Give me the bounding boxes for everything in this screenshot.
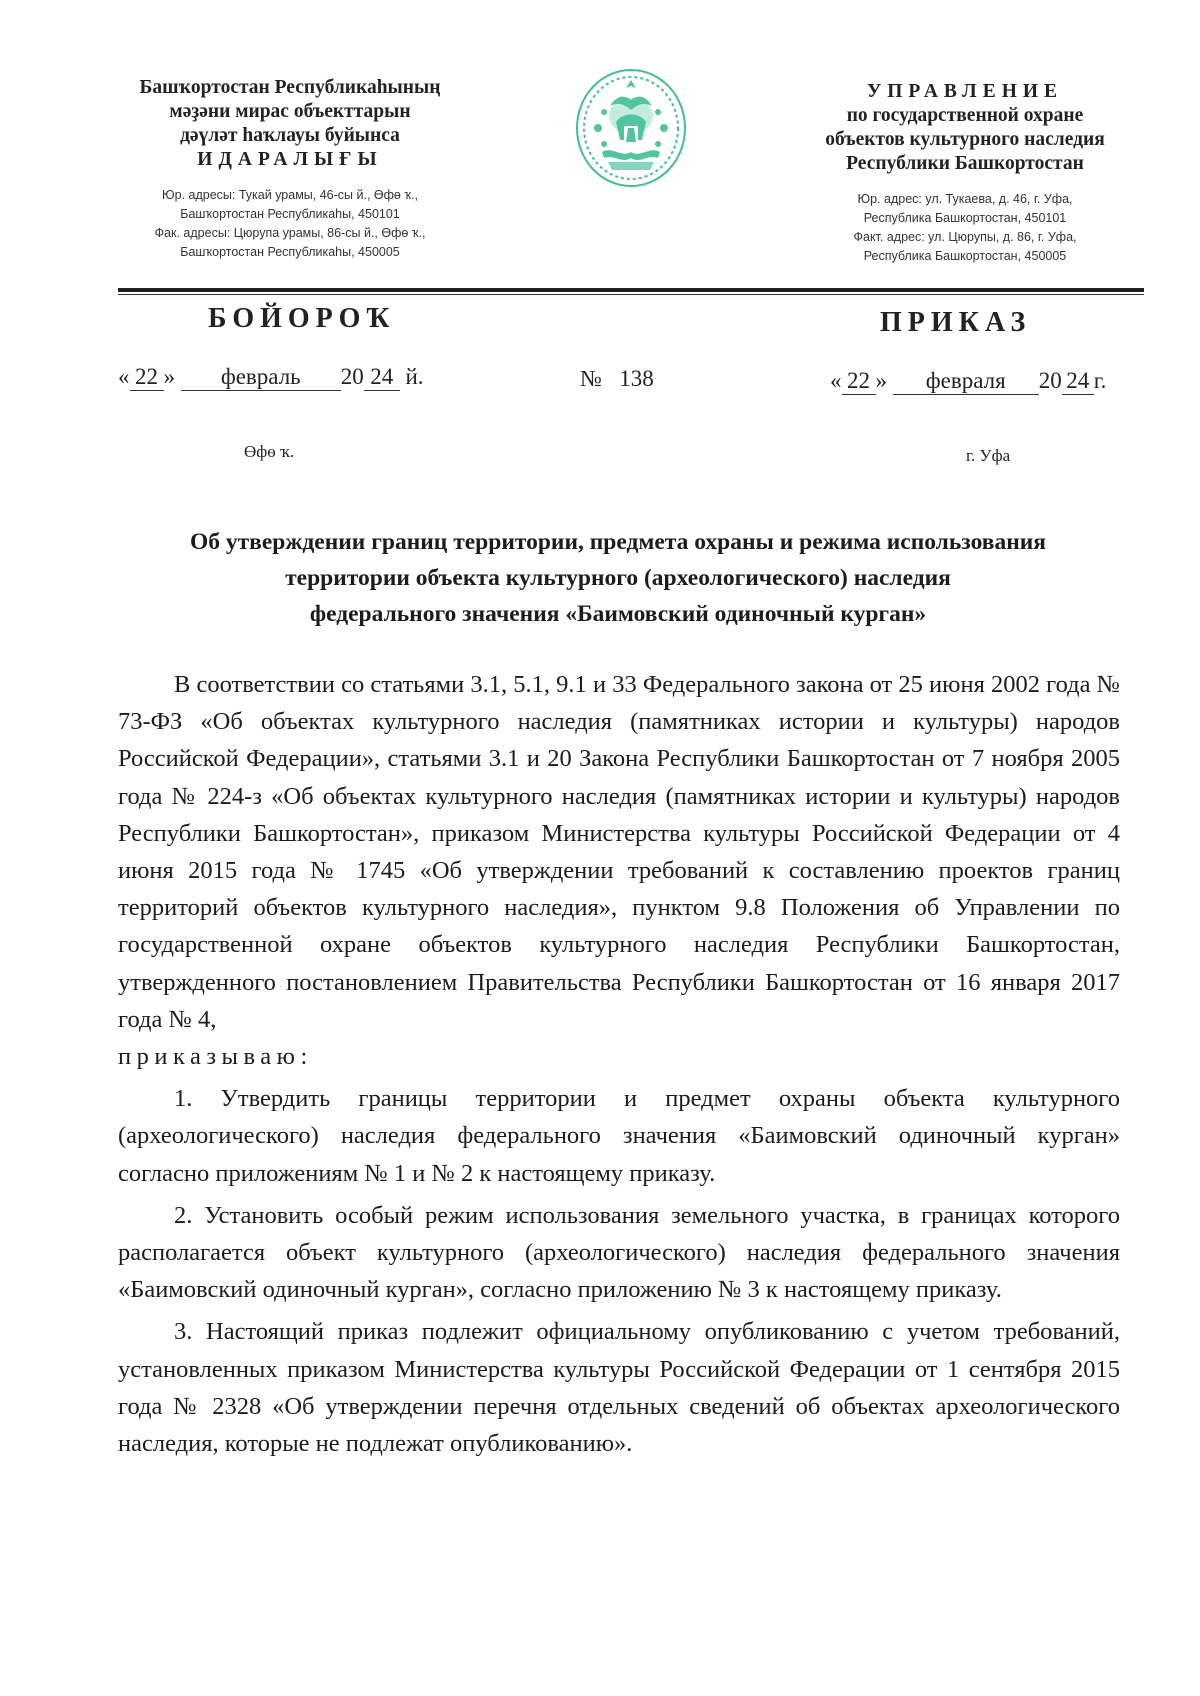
order-number: [580, 366, 654, 392]
date-unit: г.: [1093, 368, 1107, 393]
org-name-line: мәҙәни мирас объекттарын: [169, 101, 411, 122]
org-name-line: Республики Башкортостан: [846, 153, 1084, 174]
city-russian: г. Уфа: [966, 446, 1011, 465]
address-line: Факт. адрес: ул. Цюрупы, д. 86, г. Уфа,: [853, 230, 1077, 244]
org-name-line: дәүләт һаҡлауы буйынса: [180, 125, 400, 146]
date-year-prefix: 20: [340, 364, 364, 389]
quote-open: «: [830, 368, 842, 393]
address-line: Республика Башкортостан, 450005: [863, 249, 1067, 263]
header-divider-thick: [118, 288, 1144, 292]
org-name-line: по государственной охране: [846, 105, 1084, 126]
quote-open: «: [118, 364, 130, 389]
number-sign: №: [580, 366, 602, 391]
address-line: Башҡортостан Республикаһы, 450101: [180, 207, 400, 221]
order-word: приказываю:: [118, 1043, 313, 1071]
title-line: территории объекта культурного (археологического) наследия: [285, 565, 951, 591]
order-item: 1. Утвердить границы территории и предмет охраны объекта культурного (археологического) наследия федерального значения «Баимовский одиночный курган» согласно приложениям № 1 и № 2 к настоящему приказу.: [118, 1085, 1120, 1187]
date-unit: й.: [405, 364, 424, 389]
org-name-line: УПРАВЛЕНИЕ: [866, 81, 1064, 102]
quote-close: »: [163, 364, 175, 389]
date-month: февраль: [181, 364, 341, 391]
date-day: 22: [842, 368, 876, 395]
republic-emblem-icon: [572, 66, 690, 190]
date-left: [118, 364, 424, 391]
date-right: [830, 368, 1106, 395]
date-year-suffix: 24: [1062, 368, 1094, 395]
address-line: Фак. адресы: Цюрупа урамы, 86-сы й., Өфө ҡ.,: [154, 226, 426, 240]
org-name-line: объектов культурного наследия: [825, 129, 1105, 150]
number-value: 138: [619, 366, 654, 391]
preamble-paragraph: [118, 666, 1120, 1075]
header-right-org: [790, 80, 1140, 266]
date-month: февраля: [893, 368, 1039, 395]
preamble-text: В соответствии со статьями 3.1, 5.1, 9.1 и 33 Федерального закона от 25 июня 2002 года № 73-ФЗ «Об объектах культурного наследия (памятниках истории и культуры) народов Российской Федерации», статьями 3.1 и 20 Закона Республики Башкортостан от 7 ноября 2005 года № 224-з «Об объектах культурного наследия (памятниках истории и культуры) народов Республики Башкортостан», приказом Министерства культуры Российской Федерации от 4 июня 2015 года № 1745 «Об утверждении требований к составлению проектов границ территорий объектов культурного наследия», пунктом 9.8 Положения об Управлении по государственной охране объектов культурного наследия Республики Башкортостан, утвержденного постановлением Правительства Республики Башкортостан от 16 января 2017 года № 4,: [118, 671, 1120, 1033]
header-right-address: [790, 190, 1140, 266]
address-line: Республика Башкортостан, 450101: [863, 211, 1067, 225]
org-name-line: Башҡортостан Республикаһының: [139, 77, 441, 98]
doc-type-russian: ПРИКАЗ: [880, 307, 1032, 338]
document-body: [118, 666, 1120, 1462]
address-line: Юр. адресы: Тукай урамы, 46-сы й., Өфө ҡ.,: [162, 188, 418, 202]
date-year-prefix: 20: [1038, 368, 1062, 393]
title-line: Об утверждении границ территории, предмета охраны и режима использования: [189, 529, 1046, 555]
header-divider-thin: [118, 294, 1144, 295]
address-line: Башҡортостан Республикаһы, 450005: [180, 245, 400, 259]
order-item: 2. Установить особый режим использования земельного участка, в границах которого располагается объект культурного (археологического) наследия федерального значения «Баимовский одиночный курган», согласно приложению № 3 к настоящему приказу.: [118, 1201, 1120, 1304]
order-item: 3. Настоящий приказ подлежит официальному опубликованию с учетом требований, установленных приказом Министерства культуры Российской Федерации от 1 сентября 2015 года № 2328 «Об утверждении перечня отдельных сведений об объектах археологического наследия, которые не подлежат опубликованию».: [118, 1318, 1120, 1458]
title-line: федерального значения «Баимовский одиночный курган»: [309, 601, 927, 627]
city-bashkir: Өфө ҡ.: [244, 442, 295, 461]
quote-close: »: [875, 368, 887, 393]
header-left-address: [100, 186, 480, 262]
date-day: 22: [130, 364, 164, 391]
header-left-org: [100, 76, 480, 262]
document-title: [118, 524, 1118, 632]
address-line: Юр. адрес: ул. Тукаева, д. 46, г. Уфа,: [857, 192, 1073, 206]
org-name-line: ИДАРАЛЫҒЫ: [197, 149, 383, 170]
doc-type-bashkir: БОЙОРОҠ: [208, 303, 396, 334]
date-year-suffix: 24: [364, 364, 400, 391]
